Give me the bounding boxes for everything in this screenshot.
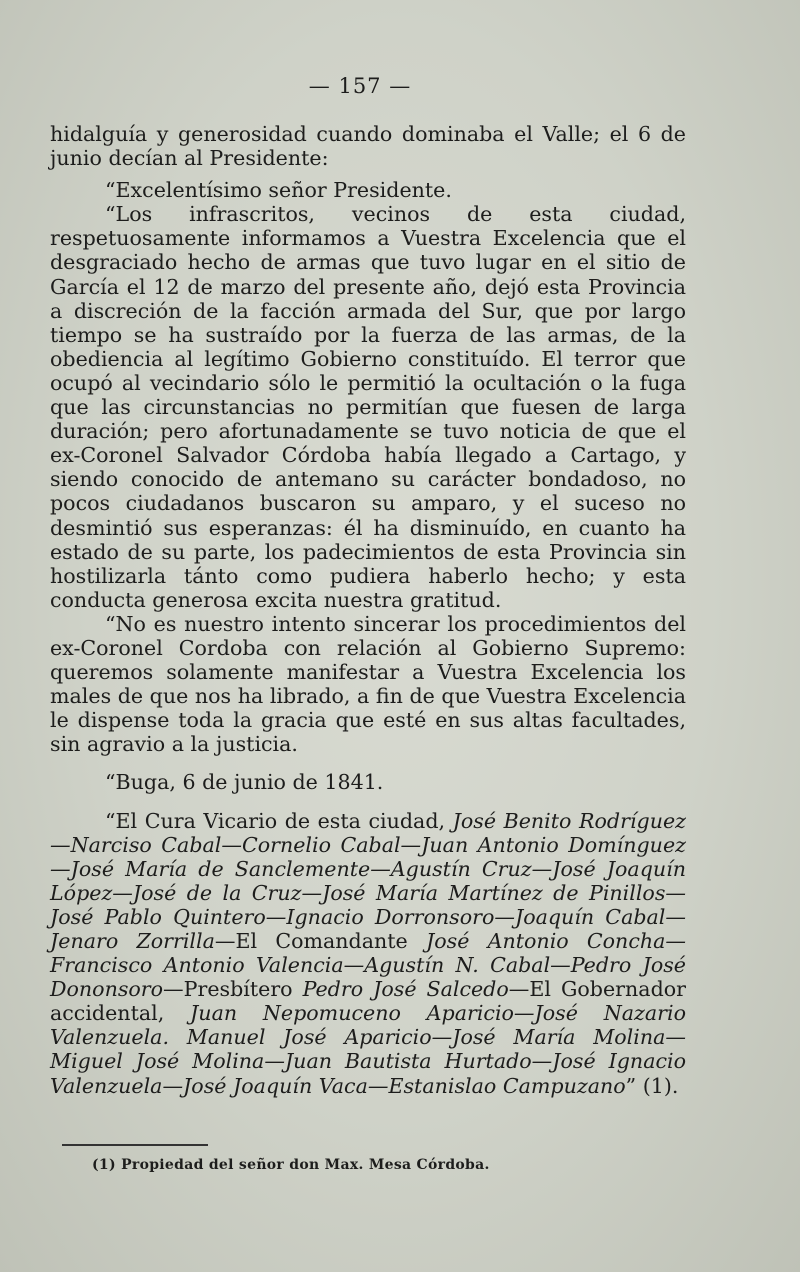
signature-names: José Antonio Concha—Francisco Antonio Valencia—Agustín N. Cabal—Pedro José Dononsoro — [50, 929, 686, 1002]
paragraph-salutation: “Excelentísimo señor Presidente. — [105, 178, 452, 203]
signature-text: —El Gobernador accidental, — [50, 977, 686, 1026]
footnote: (1) Propiedad del señor don Max. Mesa Córdoba. — [92, 1157, 490, 1173]
footnote-divider — [62, 1144, 208, 1146]
paragraph-intro: hidalguía y generosidad cuando dominaba el Valle; el 6 de junio decían al Presidente: — [50, 122, 686, 171]
signature-text: ” (1). — [625, 1073, 679, 1098]
signature-names: José Benito Rodríguez—Narciso Cabal—Cornelio Cabal—Juan Antonio Domínguez—José María de Sanclemente—Agustín Cruz—José Joaquín López—José de la Cruz—José María Martínez de Pinillos—José Pablo Quintero—Ignacio Dorronsoro—Joaquín Cabal—Jenaro Zorrilla — [50, 808, 686, 953]
paragraph-date: “Buga, 6 de junio de 1841. — [105, 770, 384, 795]
paragraph-letter-body: “Los infrascritos, vecinos de esta ciudad, respetuosamente informamos a Vuestra Excelencia que el desgraciado hecho de armas que tuvo lugar en el sitio de García el 12 de marzo del presente año, dejó esta Provincia a discreción de la facción armada del Sur, que por largo tiempo se ha sustraído por la fuerza de las armas, de la obediencia al legítimo Gobierno constituído. El terror que ocupó al vecindario sólo le permitió la ocultación o la fuga que las circunstancias no permitían que fuesen de larga duración; pero afortunadamente se tuvo noticia de que el ex-Coronel Salvador Córdoba había llegado a Cartago, y siendo conocido de antemano su carácter bondadoso, no pocos ciudadanos buscaron su amparo, y el suceso no desmintió sus esperanzas: él ha disminuído, en cuanto ha estado de su parte, los padecimientos de esta Provincia sin hostilizarla tánto como pudiera haberlo hecho; y esta conducta generosa excita nuestra gratitud. — [50, 202, 686, 612]
signature-text: “El Cura Vicario de esta ciudad, — [105, 808, 453, 833]
paragraph-signatures — [50, 809, 686, 1098]
signature-text: —Presbítero — [163, 977, 303, 1002]
paragraph-letter-request: “No es nuestro intento sincerar los procedimientos del ex-Coronel Cordoba con relación al Gobierno Supremo: queremos solamente manifestar a Vuestra Excelencia los males de que nos ha librado, a fin de que Vuestra Excelencia le dispense toda la gracia que esté en sus altas facultades, sin agravio a la justicia. — [50, 611, 686, 757]
signature-names: Juan Nepomuceno Aparicio—José Nazario Valenzuela. Manuel José Aparicio—José María Molina—Miguel José Molina—Juan Bautista Hurtado—José Ignacio Valenzuela—José Joaquín Vaca—Estanislao Campuzano — [50, 1001, 686, 1098]
signature-text: —El Comandante — [214, 929, 426, 953]
main-text — [50, 122, 686, 1098]
signature-names: Pedro José Salcedo — [302, 977, 509, 1002]
page-number: — 157 — — [308, 74, 412, 98]
